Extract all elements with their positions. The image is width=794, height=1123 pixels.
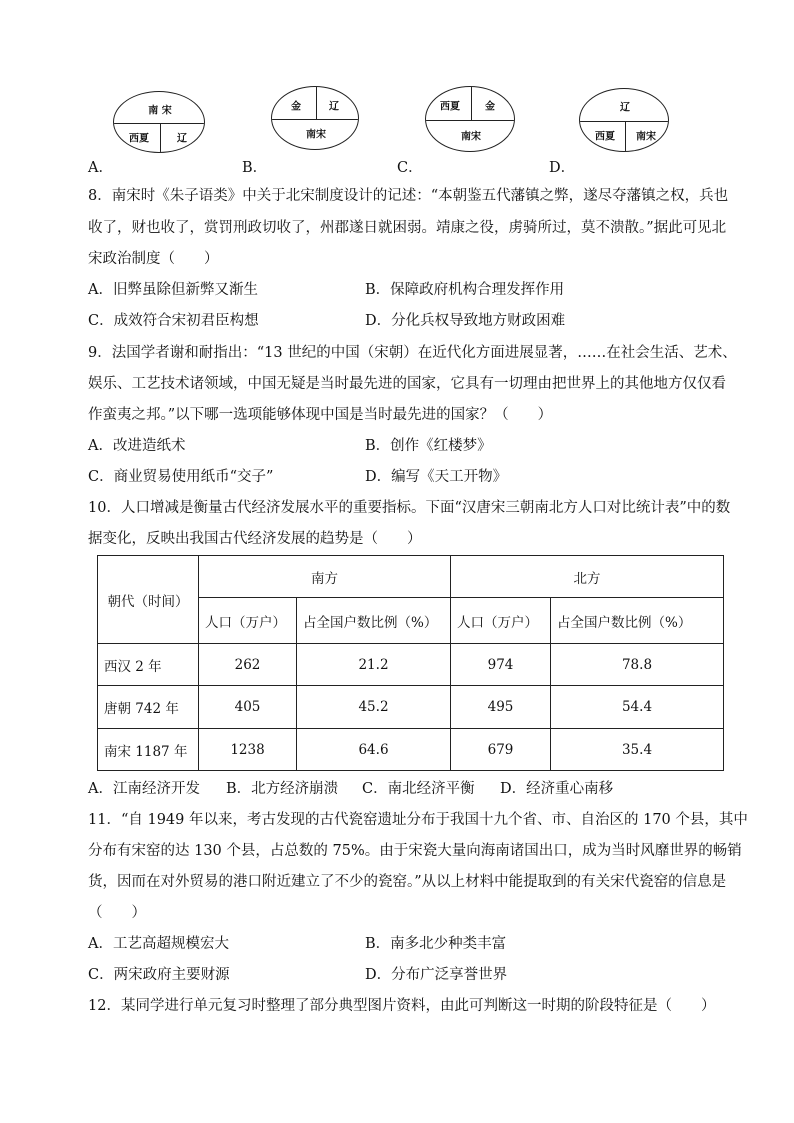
- subheader-south-ratio: 占全国户数比例（%）: [297, 598, 451, 644]
- dynasty-cell: 唐朝 742 年: [98, 686, 199, 729]
- option-letter: D．: [549, 160, 576, 176]
- south-header: 南方: [199, 556, 451, 598]
- table-row: [98, 644, 724, 686]
- q12-stem-line: 12．某同学进行单元复习时整理了部分典型图片资料，由此可判断这一时期的阶段特征是（ ）: [88, 998, 716, 1014]
- q9-option-c[interactable]: C．商业贸易使用纸币“交子”: [88, 469, 274, 485]
- table-row: [98, 729, 724, 771]
- q11-option-b[interactable]: B．南多北少种类丰富: [365, 936, 507, 952]
- value-cell: 45.2: [297, 686, 451, 729]
- q11-stem-line: 分布有宋窑的达 130 个县，占总数的 75%。由于宋瓷大量向海南诸国出口，成为当时风靡世界的畅销: [88, 843, 742, 859]
- q11-stem-line: 11．“自 1949 年以来，考古发现的古代瓷窑遗址分布于我国十九个省、市、自治区的 170 个县，其中: [88, 812, 748, 828]
- option-letter: B．: [242, 160, 268, 176]
- dynasty-cell: 南宋 1187 年: [98, 729, 199, 771]
- subheader-south-pop: 人口（万户）: [199, 598, 297, 644]
- population-table: [97, 555, 724, 771]
- value-cell: 974: [451, 644, 551, 686]
- q10-stem-line: 据变化，反映出我国古代经济发展的趋势是（ ）: [88, 531, 422, 547]
- circle-diagram: 西夏 金 南宋: [425, 86, 515, 152]
- dynasty-cell: 西汉 2 年: [98, 644, 199, 686]
- value-cell: 35.4: [551, 729, 724, 771]
- q9-option-b[interactable]: B．创作《红楼梦》: [365, 438, 492, 454]
- subheader-north-pop: 人口（万户）: [451, 598, 551, 644]
- q9-option-a[interactable]: A．改进造纸术: [88, 438, 186, 454]
- q8-stem-line: 收了，财也收了，赏罚刑政切收了，州郡遂日就困弱。靖康之役，虏骑所过，莫不溃散。”据此可见北: [88, 220, 727, 236]
- q10-option-c[interactable]: C．南北经济平衡: [362, 781, 475, 797]
- circle-diagram: 辽 西夏 南宋: [579, 88, 669, 152]
- value-cell: 21.2: [297, 644, 451, 686]
- subheader-north-ratio: 占全国户数比例（%）: [551, 598, 724, 644]
- q11-stem-line: （ ）: [88, 905, 146, 921]
- q8-option-b[interactable]: B．保障政府机构合理发挥作用: [365, 282, 565, 298]
- table-row: [98, 686, 724, 729]
- value-cell: 1238: [199, 729, 297, 771]
- q10-stem-line: 10．人口增减是衡量古代经济发展水平的重要指标。下面“汉唐宋三朝南北方人口对比统计表”中的数: [88, 500, 731, 516]
- q9-stem-line: 娱乐、工艺技术诸领域，中国无疑是当时最先进的国家，它具有一切理由把世界上的其他地方仅仅看: [88, 376, 726, 392]
- q11-option-a[interactable]: A．工艺高超规模宏大: [88, 936, 229, 952]
- option-letter: A．: [88, 160, 113, 176]
- q8-stem-line: 8．南宋时《朱子语类》中关于北宋制度设计的记述：“本朝鉴五代藩镇之弊，遂尽夺藩镇之权，兵也: [88, 188, 729, 204]
- value-cell: 262: [199, 644, 297, 686]
- circle-diagram: 南 宋 西夏 辽: [113, 91, 205, 153]
- q8-option-a[interactable]: A．旧弊虽除但新弊又渐生: [88, 282, 258, 298]
- q8-option-c[interactable]: C．成效符合宋初君臣构想: [88, 313, 259, 329]
- value-cell: 679: [451, 729, 551, 771]
- q10-option-d[interactable]: D．经济重心南移: [500, 781, 614, 797]
- table-corner-header: 朝代（时间）: [98, 556, 199, 644]
- north-header: 北方: [451, 556, 724, 598]
- q9-option-d[interactable]: D．编写《天工开物》: [365, 469, 508, 485]
- q9-stem-line: 9．法国学者谢和耐指出：“13 世纪的中国（宋朝）在近代化方面进展显著，……在社会生活、艺术、: [88, 345, 737, 361]
- value-cell: 64.6: [297, 729, 451, 771]
- value-cell: 495: [451, 686, 551, 729]
- circle-diagram: 金 辽 南宋: [271, 86, 359, 150]
- q11-stem-line: 货，因而在对外贸易的港口附近建立了不少的瓷窑。”从以上材料中能提取到的有关宋代瓷窑的信息是: [88, 874, 727, 890]
- q9-stem-line: 作蛮夷之邦。”以下哪一选项能够体现中国是当时最先进的国家？（ ）: [88, 407, 553, 423]
- q10-option-a[interactable]: A．江南经济开发: [88, 781, 200, 797]
- value-cell: 54.4: [551, 686, 724, 729]
- q11-option-c[interactable]: C．两宋政府主要财源: [88, 967, 230, 983]
- q8-stem-line: 宋政治制度（ ）: [88, 251, 219, 267]
- value-cell: 78.8: [551, 644, 724, 686]
- q11-option-d[interactable]: D．分布广泛享誉世界: [365, 967, 508, 983]
- q8-option-d[interactable]: D．分化兵权导致地方财政困难: [365, 313, 566, 329]
- q10-option-b[interactable]: B．北方经济崩溃: [226, 781, 339, 797]
- value-cell: 405: [199, 686, 297, 729]
- option-letter: C．: [397, 160, 423, 176]
